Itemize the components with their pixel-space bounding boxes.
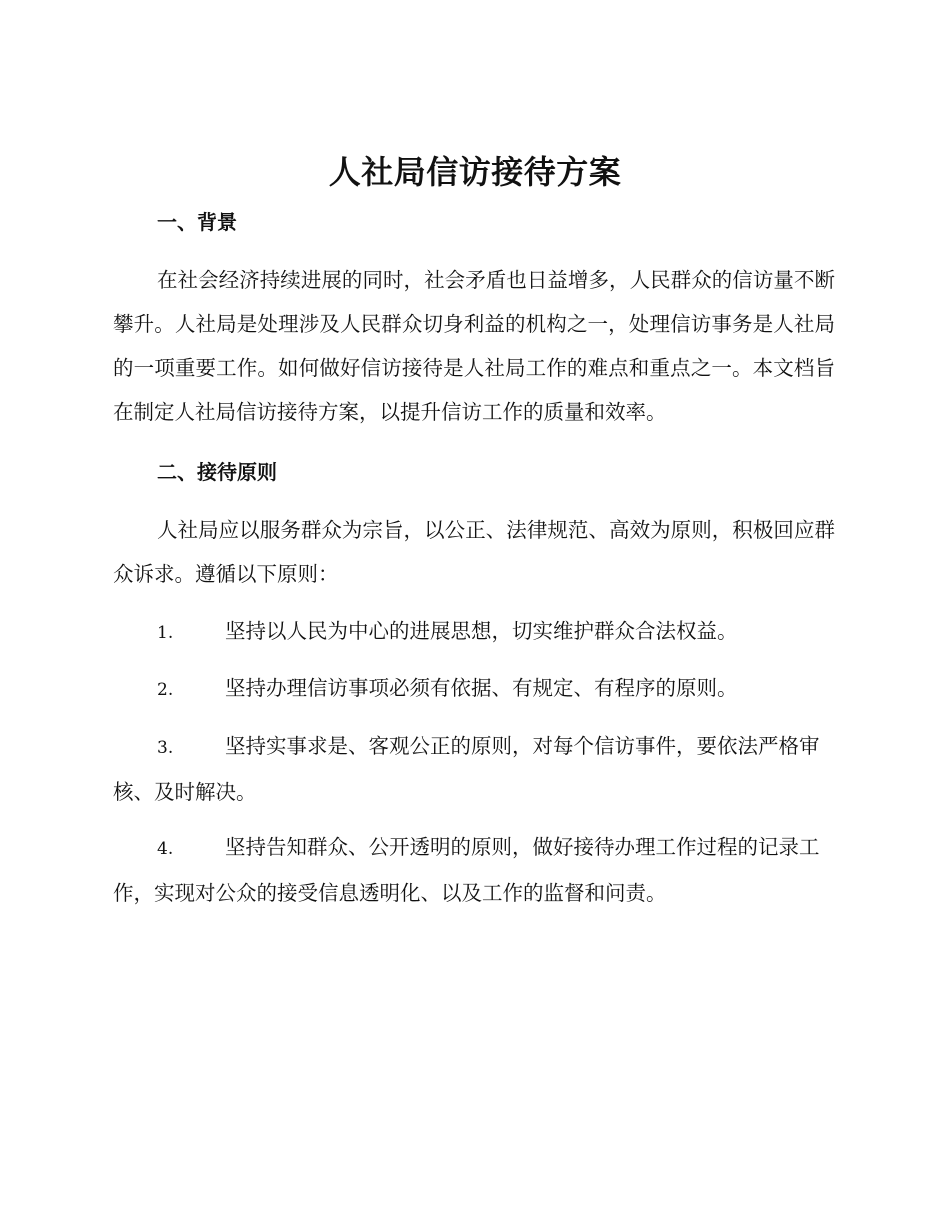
document-title: 人社局信访接待方案 [328, 153, 622, 191]
list-item-text: 坚持实事求是、客观公正的原则，对每个信访事件，要依法严格审核、及时解决。 [113, 734, 820, 804]
list-item [113, 825, 835, 915]
list-item [113, 609, 835, 655]
background-paragraph: 在社会经济持续进展的同时，社会矛盾也日益增多，人民群众的信访量不断攀升。人社局是处理涉及人民群众切身利益的机构之一，处理信访事务是人社局的一项重要工作。如何做好信访接待是人社局工作的难点和重点之一。本文档旨在制定人社局信访接待方案，以提升信访工作的质量和效率。 [113, 268, 835, 424]
list-item [113, 724, 835, 814]
list-item-text: 坚持告知群众、公开透明的原则，做好接待办理工作过程的记录工作，实现对公众的接受信息透明化、以及工作的监督和问责。 [113, 835, 820, 905]
list-item-number: 3. [157, 738, 174, 758]
list-item [113, 666, 835, 712]
list-item-number: 2. [157, 680, 174, 700]
section-heading-principles: 二、接待原则 [157, 460, 277, 484]
section-heading-background: 一、背景 [157, 210, 237, 234]
list-item-number: 4. [157, 839, 174, 859]
list-item-text: 坚持以人民为中心的进展思想，切实维护群众合法权益。 [225, 619, 738, 643]
list-item-number: 1. [157, 623, 174, 643]
principles-paragraph: 人社局应以服务群众为宗旨，以公正、法律规范、高效为原则，积极回应群众诉求。遵循以下原则： [113, 518, 835, 586]
list-item-text: 坚持办理信访事项必须有依据、有规定、有程序的原则。 [225, 676, 738, 700]
